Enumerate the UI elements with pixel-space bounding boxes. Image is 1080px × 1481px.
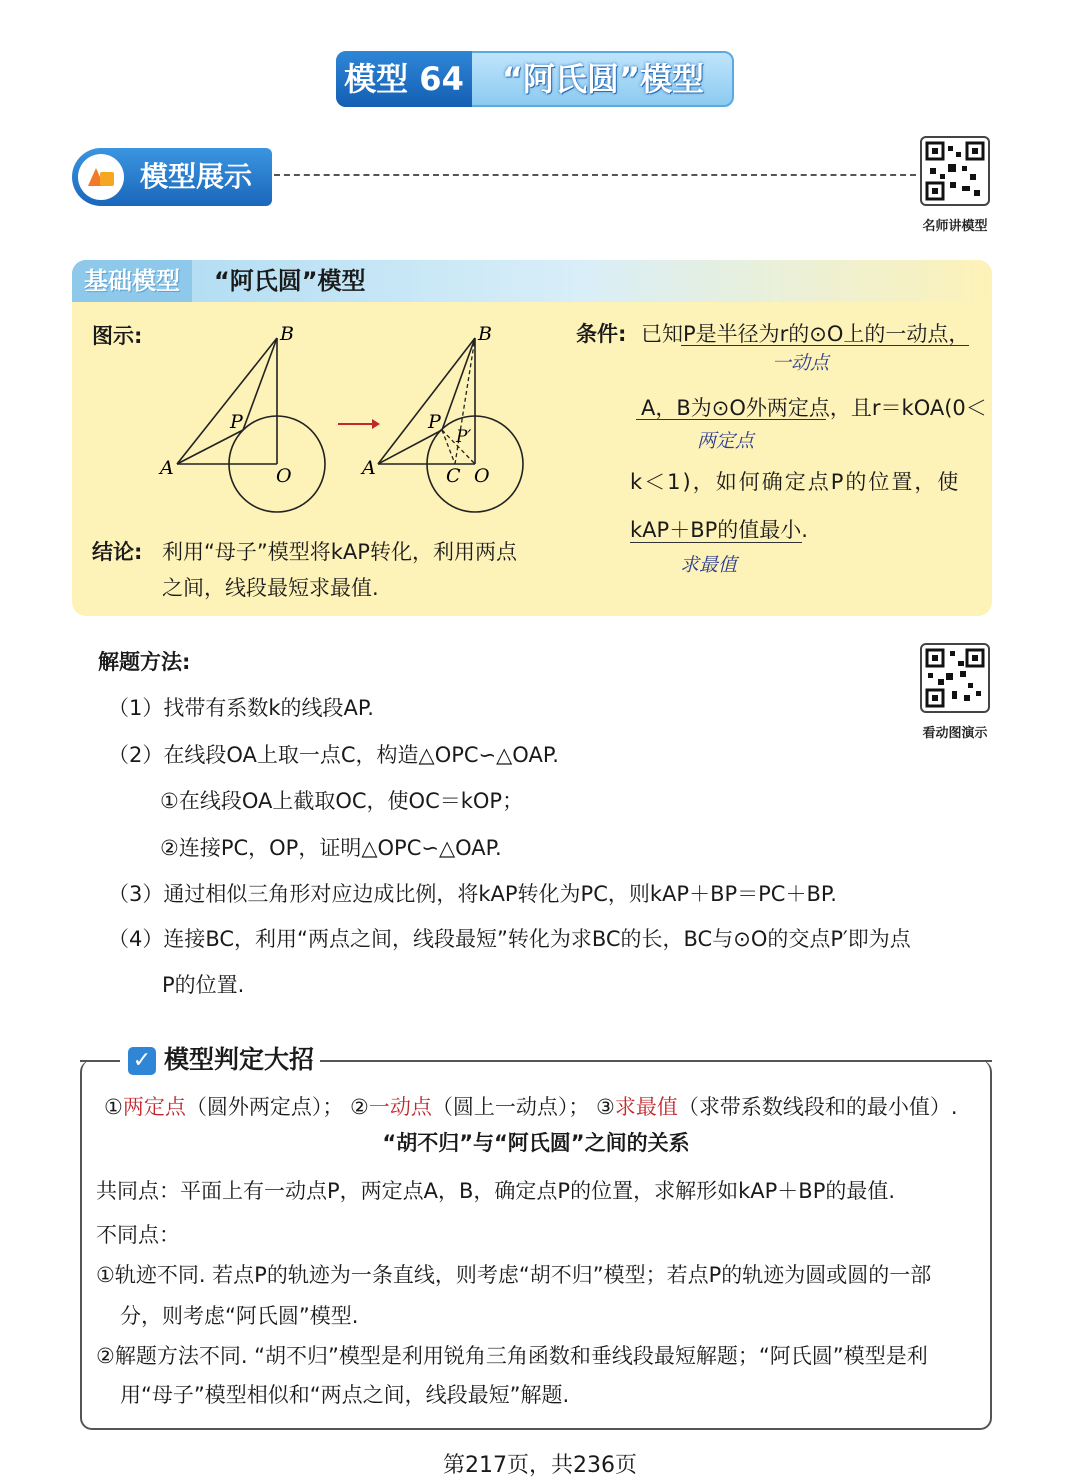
note-fixed-points: 两定点 <box>697 430 755 452</box>
condition-label: 条件: <box>576 322 627 346</box>
card-tab: 基础模型 <box>72 260 192 302</box>
label-C: C <box>446 465 461 487</box>
condition-line-4: kAP＋BP的值最小. <box>630 518 808 542</box>
label-O: O <box>276 465 292 487</box>
model-number-tag: 模型 64 <box>336 51 472 107</box>
figure-original <box>158 323 325 512</box>
conclusion-label: 结论: <box>92 540 143 564</box>
method-heading: 解题方法: <box>98 650 191 674</box>
difference-1-line-1: ①轨迹不同. 若点P的轨迹为一条直线，则考虑“胡不归”模型；若点P的轨迹为圆或圆的一部 <box>96 1263 932 1287</box>
label-B: B <box>478 323 492 345</box>
geometry-figures <box>150 318 550 528</box>
model-title: “阿氏圆”模型 <box>501 60 705 98</box>
condition-line-1: 已知P是半径为r的⊙O上的一动点， <box>641 322 970 346</box>
judge-criteria: ①两定点（圆外两定点）； ②一动点（圆上一动点）； ③求最值（求带系数线段和的最小值）. <box>104 1095 958 1119</box>
condition-line-3: k＜1)，如何确定点P的位置，使 <box>630 470 961 494</box>
method-line-3: ①在线段OA上截取OC，使OC＝kOP； <box>160 789 524 813</box>
method-line-2: （2）在线段OA上取一点C，构造△OPC∽△OAP. <box>108 743 559 767</box>
qr-caption: 看动图演示 <box>922 726 988 741</box>
method-line-1: （1）找带有系数k的线段AP. <box>108 696 374 720</box>
label-P: P <box>428 411 441 433</box>
judge-top-border <box>320 1060 992 1062</box>
arrow-icon <box>338 419 380 429</box>
method-line-7: P的位置. <box>162 973 245 997</box>
section-divider <box>274 174 916 176</box>
checkbox-icon: ✓ <box>128 1047 156 1075</box>
underline <box>630 542 802 543</box>
label-P-prime: P′ <box>456 427 472 447</box>
label-B: B <box>280 323 294 345</box>
judge-title: 模型判定大招 <box>164 1045 315 1074</box>
qr-code-icon[interactable] <box>920 643 990 713</box>
difference-2-line-2: 用“母子”模型相似和“两点之间，线段最短”解题. <box>120 1383 570 1407</box>
conclusion-line-2: 之间，线段最短求最值. <box>162 576 379 600</box>
card-title: “阿氏圆”模型 <box>214 267 366 295</box>
underline <box>681 345 969 346</box>
figure-transformed <box>360 323 523 512</box>
difference-2-line-1: ②解题方法不同. “胡不归”模型是利用锐角三角函数和垂线段最短解题；“阿氏圆”模型是利 <box>96 1344 928 1368</box>
label-A: A <box>160 457 174 479</box>
card-header <box>72 260 992 302</box>
label-O: O <box>474 465 490 487</box>
difference-heading: 不同点： <box>96 1223 180 1247</box>
underline <box>636 419 826 420</box>
difference-1-line-2: 分，则考虑“阿氏圆”模型. <box>120 1304 359 1328</box>
condition-line-2: A，B为⊙O外两定点，且r＝kOA(0＜ <box>641 396 987 420</box>
relation-title: “胡不归”与“阿氏圆”之间的关系 <box>382 1131 690 1155</box>
method-line-6: （4）连接BC，利用“两点之间，线段最短”转化为求BC的长，BC与⊙O的交点P′即为点 <box>108 927 911 951</box>
method-line-4: ②连接PC，OP，证明△OPC∽△OAP. <box>160 836 502 860</box>
label-P: P <box>230 411 243 433</box>
qr-code-icon[interactable] <box>920 136 990 206</box>
page-footer: 第217页，共236页 <box>443 1453 637 1478</box>
qr-caption: 名师讲模型 <box>922 219 988 234</box>
judge-top-border <box>80 1060 120 1062</box>
shapes-icon <box>78 154 124 200</box>
conclusion-line-1: 利用“母子”模型将kAP转化，利用两点 <box>162 540 517 564</box>
note-moving-point: 一动点 <box>772 352 830 374</box>
label-A: A <box>362 457 376 479</box>
section-title: 模型展示 <box>140 160 253 193</box>
common-points: 共同点：平面上有一动点P，两定点A，B，确定点P的位置，求解形如kAP＋BP的最值. <box>96 1179 896 1203</box>
note-find-extreme: 求最值 <box>680 554 738 576</box>
method-line-5: （3）通过相似三角形对应边成比例，将kAP转化为PC，则kAP＋BP＝PC＋BP. <box>108 882 837 906</box>
figure-label: 图示: <box>92 324 143 348</box>
